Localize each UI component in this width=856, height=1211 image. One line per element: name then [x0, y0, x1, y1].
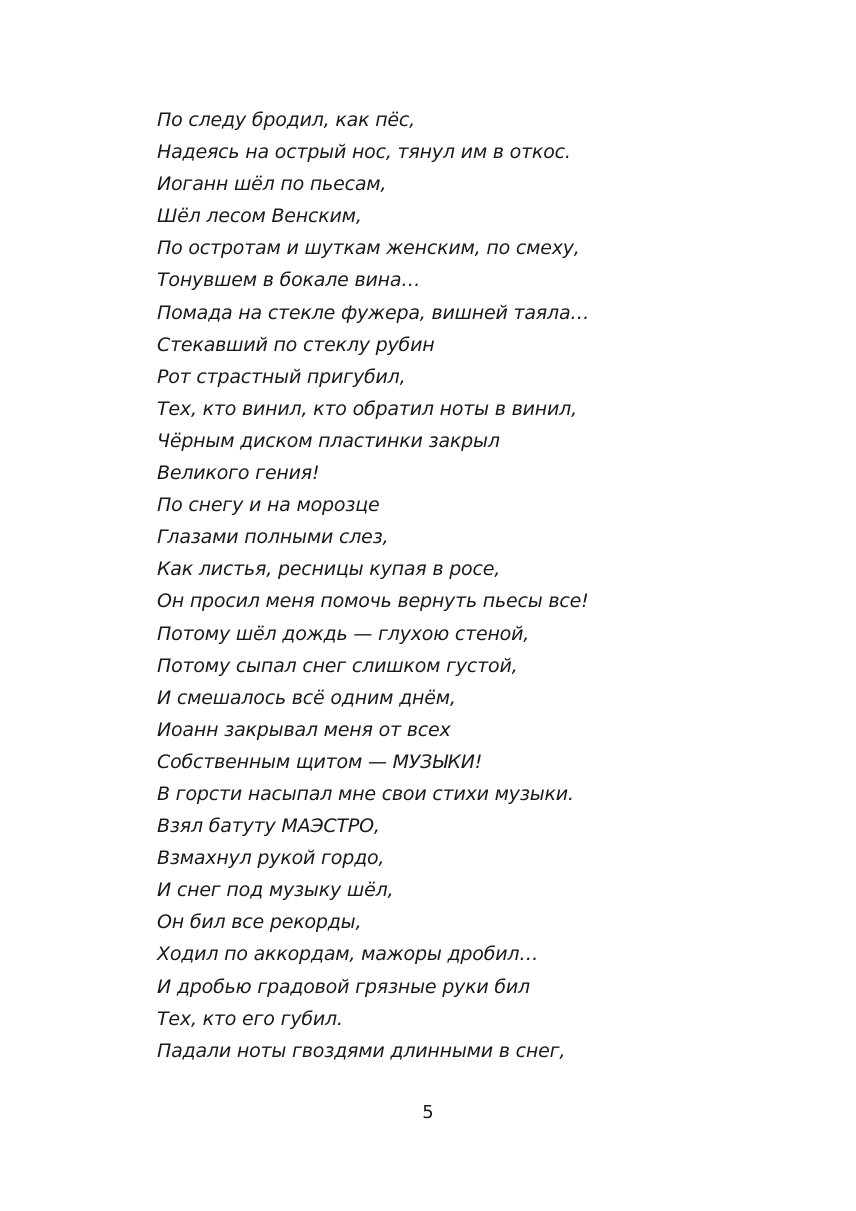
- poem-line: По снегу и на морозце: [157, 494, 380, 517]
- poem-line: Надеясь на острый нос, тянул им в откос.: [157, 141, 571, 164]
- poem-line: Взмахнул рукой гордо,: [157, 847, 385, 870]
- poem-line: Иоанн закрывал меня от всех: [157, 718, 451, 741]
- poem-line: Тех, кто винил, кто обратил ноты в винил,: [157, 397, 577, 420]
- poem-line: Шёл лесом Венским,: [157, 205, 362, 228]
- poem-line: Великого гения!: [157, 462, 320, 485]
- poem-line: Падали ноты гвоздями длинными в снег,: [157, 1039, 566, 1062]
- poem-line: И снег под музыку шёл,: [157, 879, 394, 902]
- poem-line: Стекавший по стеклу рубин: [157, 333, 435, 356]
- poem-line: Собственным щитом — МУЗЫКИ!: [157, 750, 483, 773]
- page-number: 5: [422, 1102, 434, 1123]
- poem-line: По остротам и шуткам женским, по смеху,: [157, 237, 580, 260]
- poem-line: Глазами полными слез,: [157, 526, 389, 549]
- poem-line: Он бил все рекорды,: [157, 911, 362, 934]
- poem-line: Взял батуту МАЭСТРО,: [157, 815, 380, 838]
- poem-line: Потому шёл дождь — глухою стеной,: [157, 622, 530, 645]
- poem-text: [157, 104, 589, 1067]
- poem-line: Помада на стекле фужера, вишней таяла…: [157, 301, 590, 324]
- poem-line: Иоганн шёл по пьесам,: [157, 173, 387, 196]
- poem-line: Потому сыпал снег слишком густой,: [157, 654, 518, 677]
- poem-line: Рот страстный пригубил,: [157, 365, 406, 388]
- poem-line: Чёрным диском пластинки закрыл: [157, 429, 500, 452]
- poem-line: И дробью градовой грязные руки бил: [157, 975, 530, 998]
- poem-line: Тех, кто его губил.: [157, 1007, 343, 1030]
- poem-line: В горсти насыпал мне свои стихи музыки.: [157, 782, 574, 805]
- poem-line: Он просил меня помочь вернуть пьесы все!: [157, 590, 589, 613]
- poem-line: Ходил по аккордам, мажоры дробил…: [157, 943, 539, 966]
- poem-line: Как листья, ресницы купая в росе,: [157, 558, 501, 581]
- poem-line: Тонувшем в бокале вина…: [157, 269, 421, 292]
- poem-line: И смешалось всё одним днём,: [157, 686, 456, 709]
- poem-line: По следу бродил, как пёс,: [157, 109, 415, 131]
